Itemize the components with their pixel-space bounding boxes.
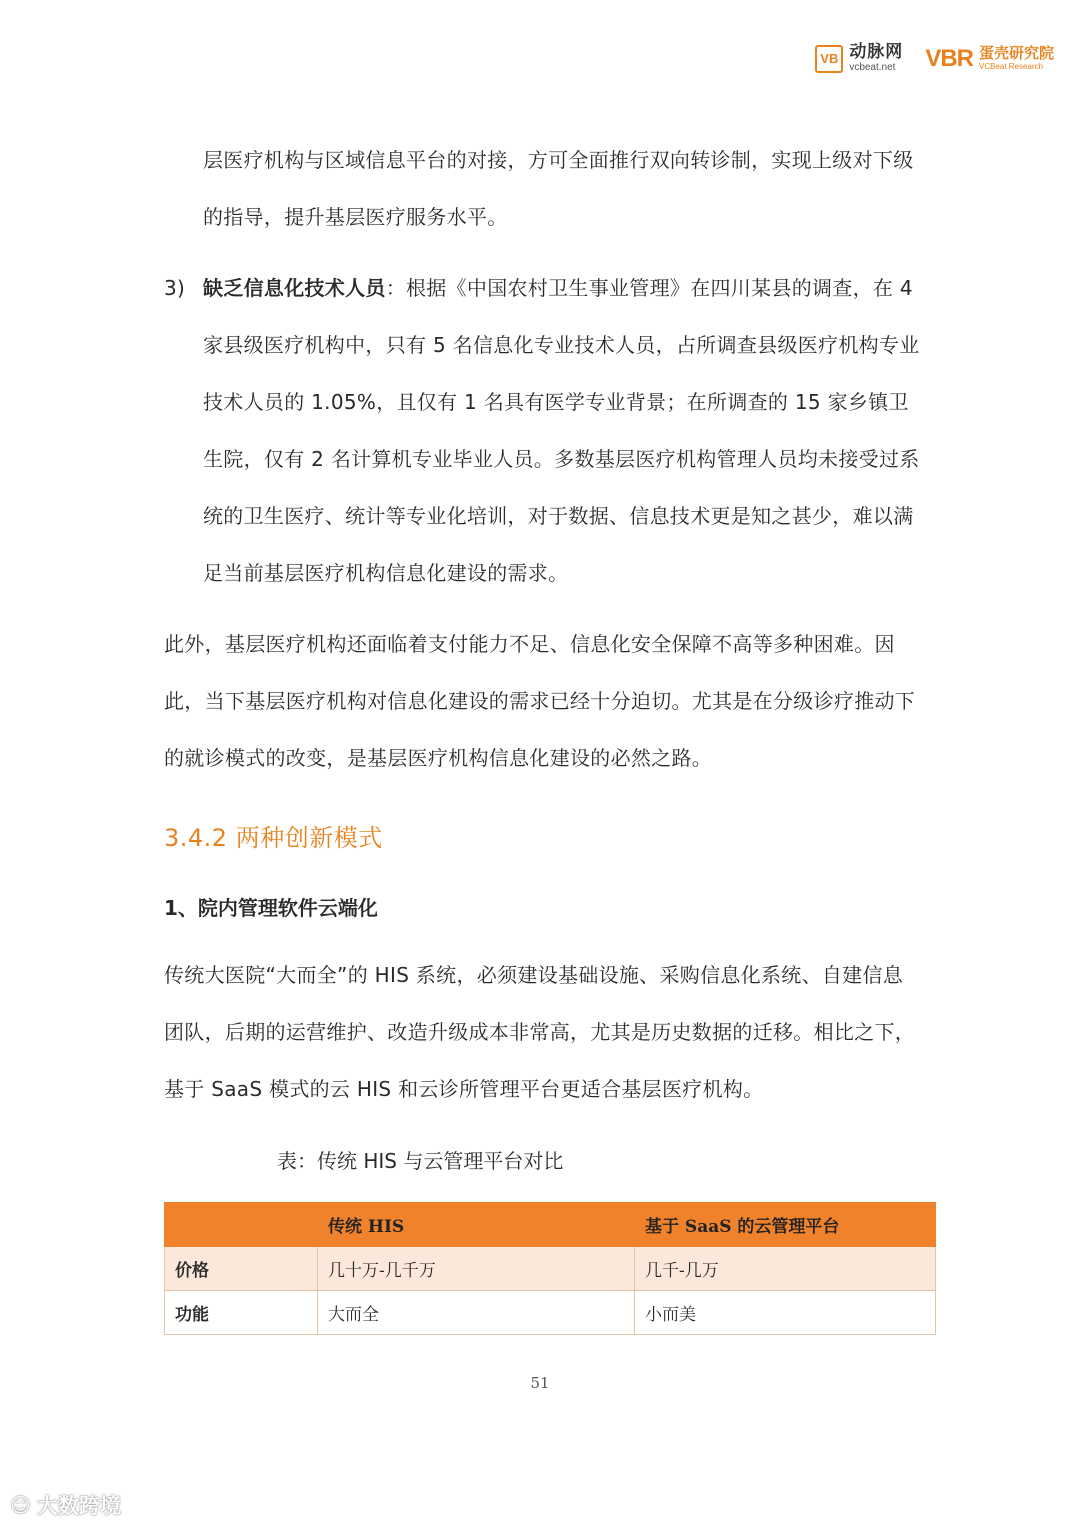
cell-cloud-function: 小而美 [635,1291,936,1335]
list-number: 3) [164,276,186,300]
cell-his-function: 大而全 [318,1291,635,1335]
table-caption: 表：传统 HIS 与云管理平台对比 [277,1149,564,1173]
table-row [165,1247,936,1291]
page-number: 51 [530,1374,550,1392]
vcbeat-logo [815,44,903,73]
cell-cloud-price: 几千-几万 [635,1247,936,1291]
vbr-logo-name: 蛋壳研究院 [978,44,1054,62]
row-label-price: 价格 [165,1247,318,1291]
header-logos [815,44,1054,73]
list-item-text: ：根据《中国农村卫生事业管理》在四川某县的调查，在 4 家县级医疗机构中，只有 5 名信息化专业技术人员，占所调查县级医疗机构专业技术人员的 1.05%，且仅有 1 名具有医学专业背景；在所调查的 15 家乡镇卫生院，仅有 2 名计算机专业毕业人员。多数基层医疗机构管理人员均未接受过系统的卫生医疗、统计等专业化培训，对于数据、信息技术更是知之甚少，难以满足当前基层医疗机构信息化建设的需求。 [203,276,920,585]
paragraph-challenges: 此外，基层医疗机构还面临着支付能力不足、信息化安全保障不高等多种困难。因此，当下基层医疗机构对信息化建设的需求已经十分迫切。尤其是在分级诊疗推动下的就诊模式的改变，是基层医疗机构信息化建设的必然之路。 [164,632,916,770]
vbr-logo-icon: VBR [925,44,973,72]
paragraph-continued: 层医疗机构与区域信息平台的对接，方可全面推行双向转诊制，实现上级对下级的指导，提升基层医疗服务水平。 [203,148,914,229]
table-header-cloud: 基于 SaaS 的云管理平台 [635,1203,936,1247]
table-header-row [165,1203,936,1247]
table-header-his: 传统 HIS [318,1203,635,1247]
section-heading: 3.4.2 两种创新模式 [164,824,383,852]
comparison-table [164,1202,936,1335]
table-row [165,1291,936,1335]
row-label-function: 功能 [165,1291,318,1335]
list-item-title: 缺乏信息化技术人员 [203,276,386,300]
watermark-text: 大数跨境 [36,1494,121,1518]
vbr-logo [925,45,1054,73]
watermark-icon: ☺ [10,1493,31,1517]
table-header-empty [165,1203,318,1247]
watermark [10,1490,121,1520]
vbr-logo-sub: VCBeat Research [978,62,1044,71]
document-body [164,132,920,1186]
cell-his-price: 几十万-几千万 [318,1247,635,1291]
vcbeat-logo-name: 动脉网 [849,42,904,62]
vcbeat-logo-site: vcbeat.net [849,62,896,73]
list-item-3 [164,260,920,602]
paragraph-his: 传统大医院“大而全”的 HIS 系统，必须建设基础设施、采购信息化系统、自建信息团队，后期的运营维护、改造升级成本非常高，尤其是历史数据的迁移。相比之下，基于 SaaS 模式的云 HIS 和云诊所管理平台更适合基层医疗机构。 [164,963,916,1101]
sub-heading: 1、院内管理软件云端化 [164,896,378,920]
vb-logo-icon: VB [815,45,843,73]
